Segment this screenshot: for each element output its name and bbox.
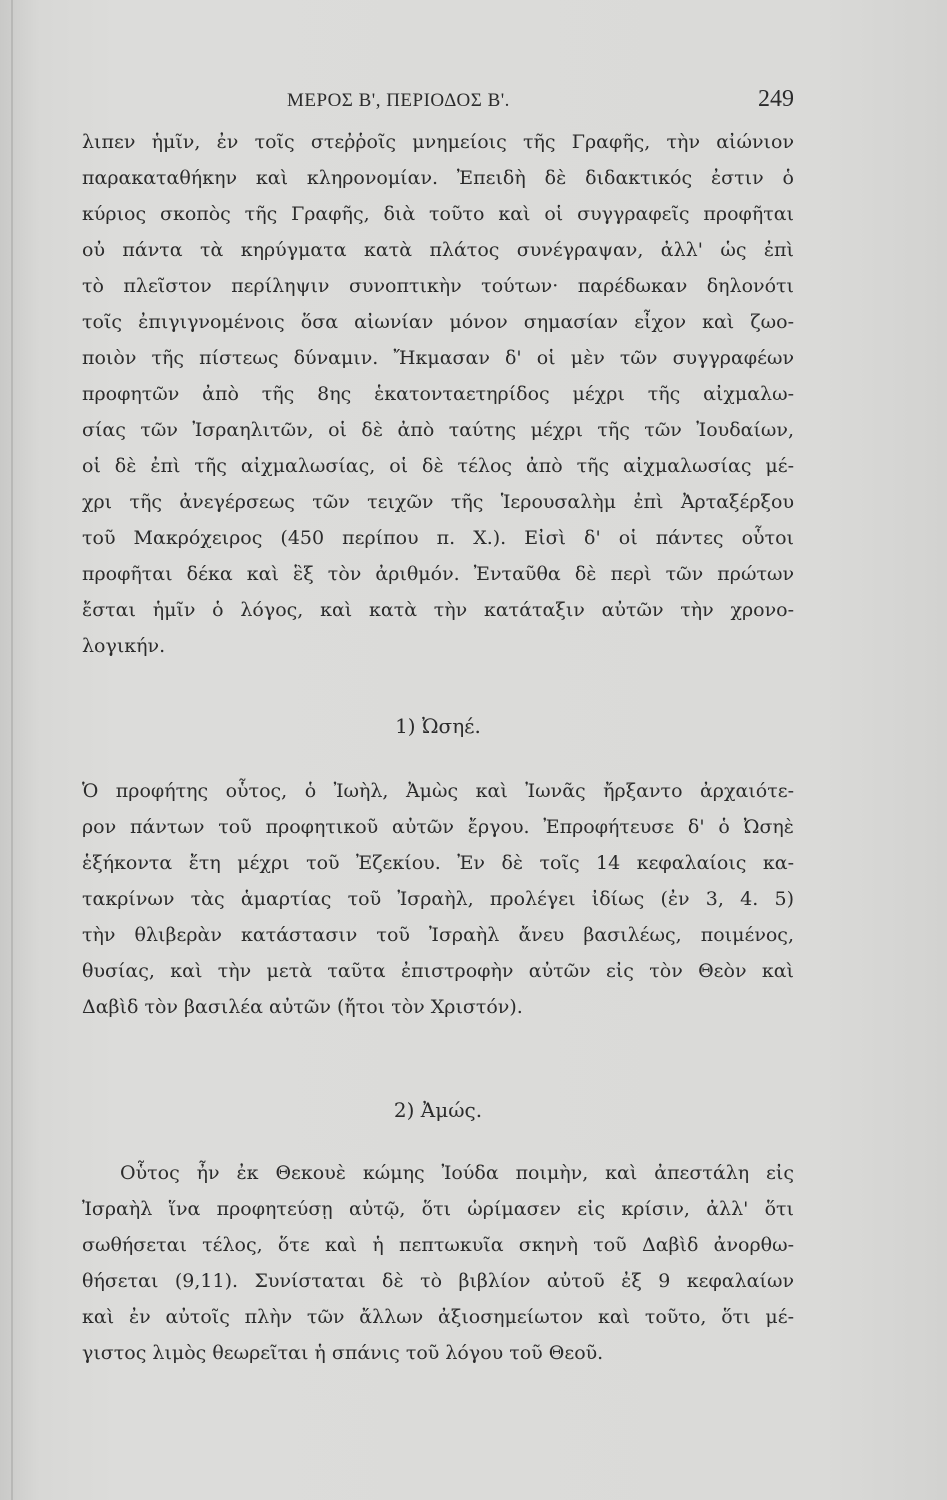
paragraph-intro [82,124,794,664]
text-line: λογικήν. [82,635,166,657]
text-line: καὶ ἐν αὐτοῖς πλὴν τῶν ἄλλων ἀξιοσημείωτον καὶ τοῦτο, ὅτι μέ- [82,1306,794,1328]
text-line: σίας τῶν Ἰσραηλιτῶν, οἱ δὲ ἀπὸ ταύτης μέχρι τῆς τῶν Ἰουδαίων, [82,419,794,441]
running-head: ΜΕΡΟΣ Β', ΠΕΡΙΟΔΟΣ Β'. [287,90,510,111]
text-line: τακρίνων τὰς ἁμαρτίας τοῦ Ἰσραὴλ, προλέγει ἰδίως (ἐν 3, 4. 5) [82,888,794,910]
text-line: οἱ δὲ ἐπὶ τῆς αἰχμαλωσίας, οἱ δὲ τέλος ἀπὸ τῆς αἰχμαλωσίας μέ- [82,455,794,477]
text-line: θήσεται (9,11). Συνίσταται δὲ τὸ βιβλίον αὐτοῦ ἐξ 9 κεφαλαίων [82,1270,794,1292]
paragraph-amos [82,1155,794,1371]
text-line: Οὗτος ἦν ἐκ Θεκουὲ κώμης Ἰούδα ποιμὴν, καὶ ἀπεστάλη εἰς [120,1162,794,1184]
text-line: ποιὸν τῆς πίστεως δύναμιν. Ἤκμασαν δ' οἱ μὲν τῶν συγγραφέων [82,347,794,369]
section-heading-hosea: 1) Ὠσηέ. [395,714,481,738]
text-line: Ὁ προφήτης οὗτος, ὁ Ἰωὴλ, Ἀμὼς καὶ Ἰωνᾶς ἤρξαντο ἀρχαιότε- [82,780,794,802]
text-line: οὐ πάντα τὰ κηρύγματα κατὰ πλάτος συνέγραψαν, ἀλλ' ὡς ἐπὶ [82,239,794,261]
text-line: προφητῶν ἀπὸ τῆς 8ης ἑκατονταετηρίδος μέχρι τῆς αἰχμαλω- [82,383,794,405]
text-line: γιστος λιμὸς θεωρεῖται ἡ σπάνις τοῦ λόγου τοῦ Θεοῦ. [82,1342,604,1364]
text-line: προφῆται δέκα καὶ ἓξ τὸν ἀριθμόν. Ἐνταῦθα δὲ περὶ τῶν πρώτων [82,563,794,585]
section-heading-amos: 2) Ἀμώς. [393,1098,483,1122]
page-header [82,86,794,120]
text-line: σωθήσεται τέλος, ὅτε καὶ ἡ πεπτωκυῖα σκηνὴ τοῦ Δαβὶδ ἀνορθω- [82,1234,794,1256]
paragraph-hosea [82,773,794,1025]
text-line: Δαβὶδ τὸν βασιλέα αὐτῶν (ἤτοι τὸν Χριστόν). [82,996,523,1018]
text-line: τὴν θλιβερὰν κατάστασιν τοῦ Ἰσραὴλ ἄνευ βασιλέως, ποιμένος, [82,924,794,946]
gutter-shadow [11,0,13,1500]
text-line: ἑξήκοντα ἔτη μέχρι τοῦ Ἐζεκίου. Ἐν δὲ τοῖς 14 κεφαλαίοις κα- [82,852,794,874]
text-line: ρον πάντων τοῦ προφητικοῦ αὐτῶν ἔργου. Ἐπροφήτευσε δ' ὁ Ὠσηὲ [82,816,794,838]
text-line: τὸ πλεῖστον περίληψιν συνοπτικὴν τούτων· παρέδωκαν δηλονότι [82,275,794,297]
text-line: παρακαταθήκην καὶ κληρονομίαν. Ἐπειδὴ δὲ διδακτικός ἐστιν ὁ [82,167,794,189]
text-line: θυσίας, καὶ τὴν μετὰ ταῦτα ἐπιστροφὴν αὐτῶν εἰς τὸν Θεὸν καὶ [82,960,794,982]
text-line: τοῦ Μακρόχειρος (450 περίπου π. Χ.). Εἰσὶ δ' οἱ πάντες οὗτοι [82,527,794,549]
text-line: ἔσται ἡμῖν ὁ λόγος, καὶ κατὰ τὴν κατάταξιν αὐτῶν τὴν χρονο- [82,599,794,621]
text-line: κύριος σκοπὸς τῆς Γραφῆς, διὰ τοῦτο καὶ οἱ συγγραφεῖς προφῆται [82,203,794,225]
page-number: 249 [758,86,794,112]
text-line: χρι τῆς ἀνεγέρσεως τῶν τειχῶν τῆς Ἱερουσαλὴμ ἐπὶ Ἀρταξέρξου [82,491,794,513]
text-line: λιπεν ἡμῖν, ἐν τοῖς στεῤῥοῖς μνημείοις τῆς Γραφῆς, τὴν αἰώνιον [82,131,794,153]
text-line: τοῖς ἐπιγιγνομένοις ὅσα αἰωνίαν μόνον σημασίαν εἶχον καὶ ζωο- [82,311,794,333]
text-line: Ἰσραὴλ ἵνα προφητεύσῃ αὐτῷ, ὅτι ὡρίμασεν εἰς κρίσιν, ἀλλ' ὅτι [82,1198,794,1220]
